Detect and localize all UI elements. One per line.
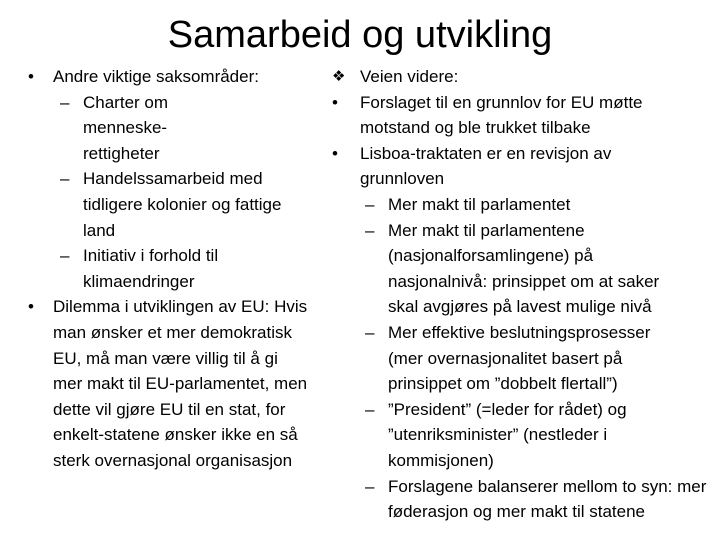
bullet-marker: • [332, 92, 338, 112]
dash-marker: – [365, 322, 375, 342]
diamond-bullet-icon: ❖ [332, 68, 346, 85]
bullet-marker: • [28, 67, 34, 86]
bullet-marker: • [28, 297, 34, 317]
sub-bullet-item [330, 397, 714, 474]
bullet-text: ”President” (=leder for rådet) og ”utenriksminister” (nestleder i kommisjonen) [388, 399, 627, 470]
bullet-text: Forslaget til en grunnlov for EU møtte motstand og ble trukket tilbake [360, 92, 643, 138]
bullet-text: Handelssamarbeid med tidligere kolonier og fattige land [83, 169, 282, 240]
bullet-text: Charter om menneske-rettigheter [83, 92, 169, 163]
bullet-item [330, 141, 714, 192]
bullet-text: Initiativ i forhold til klimaendringer [83, 246, 219, 291]
sub-bullet-item [330, 192, 714, 218]
bullet-text: Mer effektive beslutningsprosesser (mer overnasjonalitet basert på prinsippet om ”dobbelt flertall”) [388, 322, 651, 394]
bullet-text: Dilemma i utviklingen av EU: Hvis man ønsker et mer demokratisk EU, må man være villig til å gi mer makt til EU-parlamentet, men dette vil gjøre EU til en stat, for enkelt-statene ønsker ikke en så sterk overnasjonal organisasjon [53, 297, 308, 470]
sub-bullet-item [330, 320, 714, 397]
heading-bullet-item [330, 64, 714, 90]
dash-marker: – [60, 92, 70, 112]
sub-bullet-item [26, 243, 316, 294]
slide-title: Samarbeid og utvikling [167, 14, 553, 56]
sub-bullet-item [26, 90, 316, 167]
bullet-text: Mer makt til parlamentet [388, 194, 571, 214]
sub-bullet-item [330, 218, 714, 320]
bullet-text: Forslagene balanserer mellom to syn: mer føderasjon og mer makt til statene [388, 476, 707, 522]
left-column [26, 64, 316, 474]
right-column [330, 64, 714, 525]
dash-marker: – [60, 246, 70, 266]
bullet-marker: • [332, 143, 338, 163]
bullet-item [26, 64, 316, 90]
dash-marker: – [365, 399, 375, 419]
dash-marker: – [60, 169, 70, 189]
bullet-text: Andre viktige saksområder: [53, 67, 259, 86]
bullet-item [26, 294, 316, 473]
sub-bullet-item [330, 474, 714, 525]
dash-marker: – [365, 220, 375, 240]
bullet-text: Lisboa-traktaten er en revisjon av grunnloven [360, 143, 612, 189]
bullet-text: Mer makt til parlamentene (nasjonalforsamlingene) på nasjonalnivå: prinsippet om at saker skal avgjøres på lavest mulige nivå [388, 220, 660, 317]
sub-bullet-item [26, 166, 316, 243]
dash-marker: – [365, 476, 375, 496]
bullet-item [330, 90, 714, 141]
dash-marker: – [365, 194, 375, 214]
bullet-text: Veien videre: [360, 67, 459, 86]
